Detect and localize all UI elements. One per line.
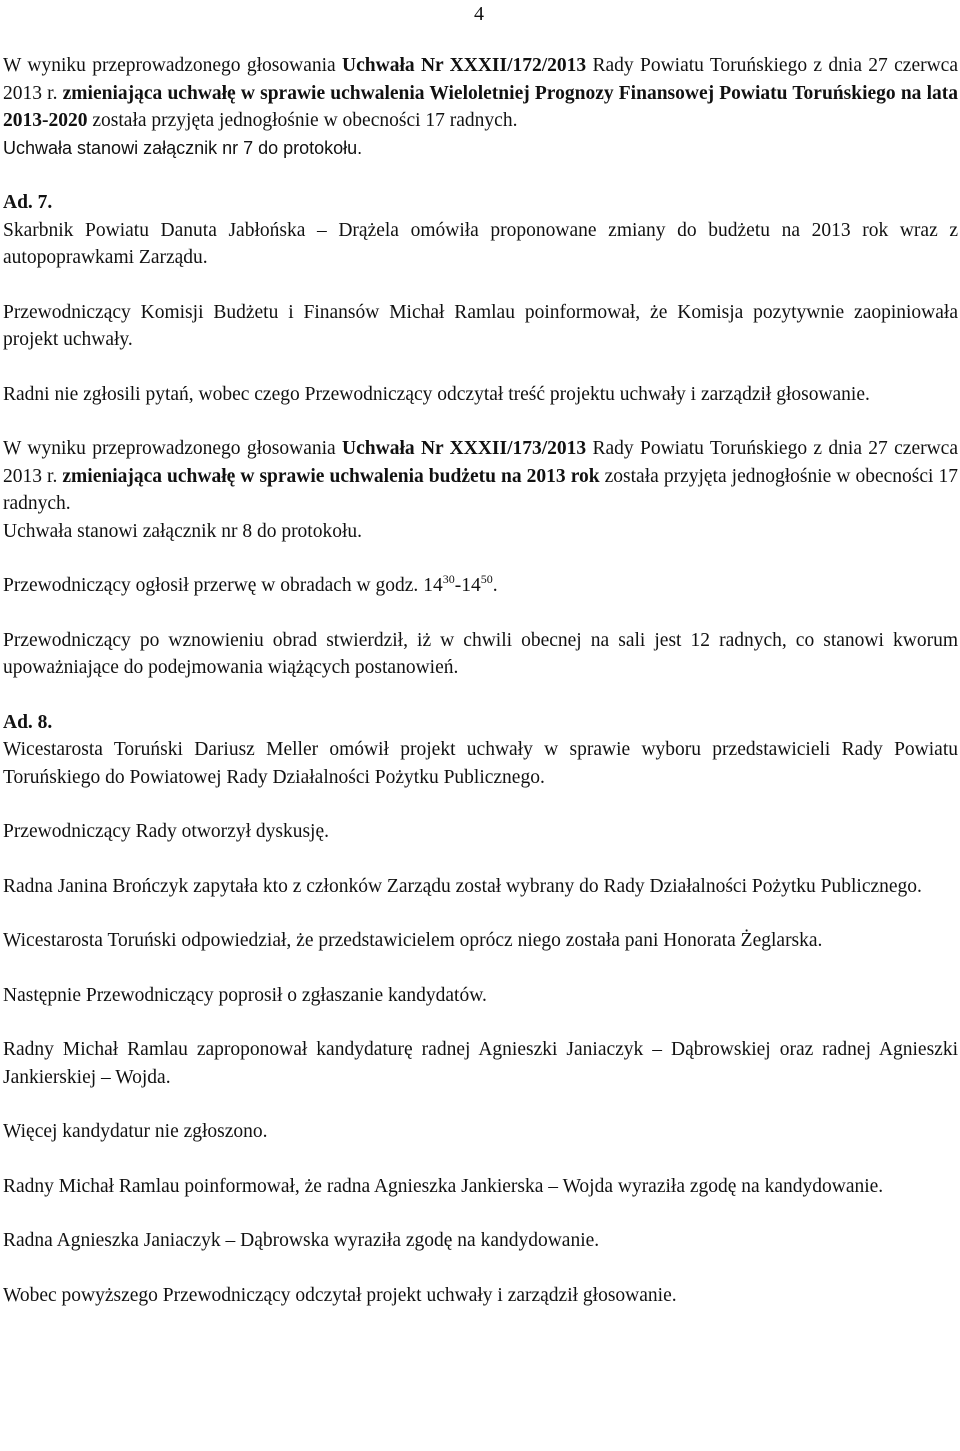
document-body xyxy=(3,52,958,1309)
heading-text: Ad. 8. xyxy=(3,711,53,733)
ad-8-text: Wicestarosta Toruński Dariusz Meller omówił projekt uchwały w sprawie wyboru przedstawicieli Rady Powiatu Toruńskiego do Powiatowej Rady Działalności Pożytku Publicznego. xyxy=(3,739,958,788)
resolution-number: Uchwała Nr XXXII/173/2013 xyxy=(342,438,587,459)
text-run: Rady Powiatu Toruńskiego z dnia 27 czerwca 2013 r. xyxy=(3,55,958,104)
heading-text: Ad. 7. xyxy=(3,192,53,213)
annex-8-note: Uchwała stanowi załącznik nr 8 do protokołu. xyxy=(3,520,363,542)
text-run: - xyxy=(454,575,462,596)
hour-end: 14 xyxy=(461,575,481,596)
proposal-paragraph: Radny Michał Ramlau zaproponował kandydaturę radnej Agnieszki Janiaczyk – Dąbrowskiej oraz radnej Agnieszki Jankierskiej – Wojda. xyxy=(3,1039,958,1088)
text-run: Przewodniczący ogłosił przerwę w obradach w godz. xyxy=(3,575,424,596)
minute-start: 30 xyxy=(442,571,455,586)
resolution-number: Uchwała Nr XXXII/172/2013 xyxy=(342,55,587,76)
consent-2-paragraph: Radna Agnieszka Janiaczyk – Dąbrowska wyraziła zgodę na kandydowanie. xyxy=(3,1230,600,1251)
hour-start: 14 xyxy=(423,575,443,596)
resolution-title: zmieniająca uchwałę w sprawie uchwalenia Wieloletniej Prognozy Finansowej Powiatu Toruńskiego na lata 2013-2020 xyxy=(3,82,959,131)
resolution-172-paragraph xyxy=(3,52,958,135)
committee-paragraph: Przewodniczący Komisji Budżetu i Finansów Michał Ramlau poinformował, że Komisja pozytywnie zaopiniowała projekt uchwały. xyxy=(3,301,958,350)
minute-end: 50 xyxy=(480,571,493,586)
discussion-paragraph: Przewodniczący Rady otworzył dyskusję. xyxy=(3,821,329,842)
text-run: . xyxy=(492,575,498,596)
question-paragraph: Radna Janina Brończyk zapytała kto z członków Zarządu został wybrany do Rady Działalności Pożytku Publicznego. xyxy=(3,875,922,897)
ad-7-text: Skarbnik Powiatu Danuta Jabłońska – Drążela omówiła proponowane zmiany do budżetu na 2013 rok wraz z autopoprawkami Zarządu. xyxy=(3,219,958,268)
annex-7-note: Uchwała stanowi załącznik nr 7 do protokołu. xyxy=(3,137,363,158)
consent-1-paragraph: Radny Michał Ramlau poinformował, że radna Agnieszka Jankierska – Wojda wyraziła zgodę na kandydowanie. xyxy=(3,1175,884,1197)
quorum-paragraph: Przewodniczący po wznowieniu obrad stwierdził, iż w chwili obecnej na sali jest 12 radnych, co stanowi kworum upoważniające do podejmowania wiążących postanowień. xyxy=(3,629,958,678)
page-number: 4 xyxy=(474,3,484,25)
ad-8-heading xyxy=(3,709,958,737)
resolution-173-paragraph xyxy=(3,435,958,518)
final-paragraph: Wobec powyższego Przewodniczący odczytał projekt uchwały i zarządził głosowanie. xyxy=(3,1284,677,1306)
resolution-title: zmieniająca uchwałę w sprawie uchwalenia budżetu na 2013 rok xyxy=(62,465,600,487)
text-run: została przyjęta jednogłośnie w obecności 17 radnych. xyxy=(3,465,958,514)
break-paragraph xyxy=(3,572,958,600)
call-for-candidates-paragraph: Następnie Przewodniczący poprosił o zgłaszanie kandydatów. xyxy=(3,984,487,1006)
answer-paragraph: Wicestarosta Toruński odpowiedział, że przedstawicielem oprócz niego została pani Honorata Żeglarska. xyxy=(3,930,823,951)
text-run: Rady Powiatu Toruńskiego z dnia 27 czerwca 2013 r. xyxy=(3,438,958,487)
no-more-candidates-paragraph: Więcej kandydatur nie zgłoszono. xyxy=(3,1121,268,1142)
text-run: W wyniku przeprowadzonego głosowania xyxy=(3,55,343,76)
text-run: została przyjęta jednogłośnie w obecności 17 radnych. xyxy=(87,110,518,131)
text-run: W wyniku przeprowadzonego głosowania xyxy=(3,438,343,459)
ad-7-heading xyxy=(3,189,958,217)
no-questions-paragraph: Radni nie zgłosili pytań, wobec czego Przewodniczący odczytał treść projektu uchwały i zarządził głosowanie. xyxy=(3,383,870,405)
